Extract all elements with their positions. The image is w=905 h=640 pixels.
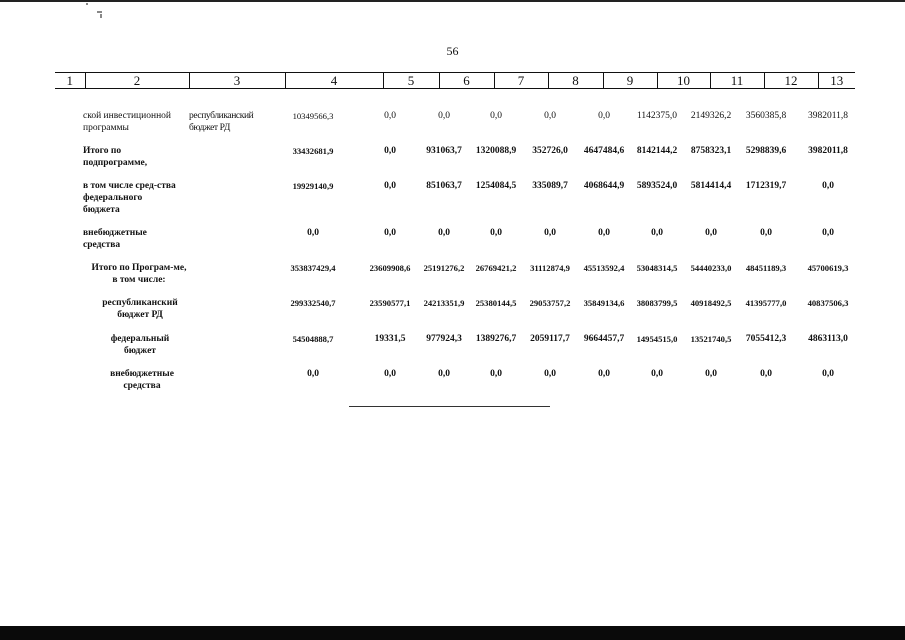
value-cell: 931063,7 [426,146,462,156]
value-cell: 0,0 [544,228,556,238]
value-cell: 26769421,2 [475,263,517,273]
value-cell: 54440233,0 [690,263,732,273]
value-cell: 0,0 [822,181,834,191]
row-label: внебюджетные средства [83,228,147,250]
value-cell: 3982011,8 [807,111,849,121]
column-header-13: 13 [818,73,855,89]
value-cell: 19929140,9 [292,181,334,191]
value-cell: 0,0 [760,228,772,238]
value-cell: 45700619,3 [807,263,849,273]
value-cell: 8142144,2 [636,146,678,156]
value-cell: 53048314,5 [636,263,678,273]
value-cell: 0,0 [307,228,319,238]
value-cell: 977924,3 [426,334,462,344]
value-cell: 0,0 [760,369,772,379]
value-cell: 4068644,9 [583,181,625,191]
value-cell: 0,0 [384,181,396,191]
row-label: Итого по подпрограмме, [83,146,148,168]
value-cell: 13521740,5 [690,334,732,344]
value-cell: 0,0 [822,228,834,238]
value-cell: 5814414,4 [690,181,732,191]
value-cell: 25380144,5 [475,298,517,308]
value-cell: 0,0 [598,369,610,379]
scan-speck [97,11,102,13]
value-cell: 38083799,5 [636,298,678,308]
value-cell: 0,0 [598,228,610,238]
value-cell: 25191276,2 [423,263,465,273]
value-cell: 1320088,9 [475,146,517,156]
value-cell: 0,0 [307,369,319,379]
value-cell: 4863113,0 [808,334,848,344]
column-header-6: 6 [439,73,494,89]
value-cell: 5298839,6 [745,146,787,156]
value-cell: 0,0 [598,111,610,121]
value-cell: 45513592,4 [583,263,625,273]
value-cell: 0,0 [438,228,450,238]
row-label: внебюджетные средства [110,369,174,391]
column-header-12: 12 [764,73,818,89]
value-cell: 3560385,8 [745,111,787,121]
column-header-9: 9 [603,73,657,89]
value-cell: 4647484,6 [583,146,625,156]
value-cell: 35849134,6 [583,298,625,308]
row-label: Итого по Програм-ме, в том числе: [91,263,187,285]
column-header-7: 7 [494,73,548,89]
scan-speck [100,14,102,18]
value-cell: 0,0 [438,111,450,121]
value-cell: 3982011,8 [808,146,848,156]
value-cell: 0,0 [544,111,556,121]
value-cell: 0,0 [490,111,502,121]
end-of-table-rule [349,406,550,407]
value-cell: 0,0 [438,369,450,379]
value-cell: 40837506,3 [807,298,849,308]
value-cell: 0,0 [651,228,663,238]
value-cell: 41395777,0 [745,298,787,308]
value-cell: 1254084,5 [475,181,517,191]
value-cell: 0,0 [384,111,396,121]
value-cell: 0,0 [384,228,396,238]
value-cell: 54504888,7 [292,334,334,344]
value-cell: 1712319,7 [745,181,787,191]
value-cell: 1142375,0 [636,111,678,121]
value-cell: 7055412,3 [745,334,787,344]
row-funding-source: республиканский бюджет РД [189,111,254,133]
value-cell: 24213351,9 [423,298,465,308]
row-label: республиканский бюджет РД [102,298,178,320]
row-label: в том числе сред-ства федерального бюджета [83,181,176,215]
value-cell: 10349566,3 [292,111,334,121]
value-cell: 33432681,9 [292,146,334,156]
value-cell: 2059117,7 [530,334,570,344]
value-cell: 851063,7 [426,181,462,191]
value-cell: 19331,5 [374,334,406,344]
column-header-3: 3 [189,73,285,89]
scan-bottom-edge [0,626,905,640]
value-cell: 8758323,1 [690,146,732,156]
value-cell: 0,0 [705,369,717,379]
column-header-2: 2 [85,73,189,89]
value-cell: 353837429,4 [290,263,336,273]
row-label: ской инвестиционной программы [83,111,171,133]
value-cell: 0,0 [384,146,396,156]
value-cell: 29053757,2 [529,298,571,308]
value-cell: 23590577,1 [369,298,411,308]
value-cell: 0,0 [651,369,663,379]
value-cell: 0,0 [490,228,502,238]
column-header-11: 11 [710,73,764,89]
value-cell: 31112874,9 [530,263,570,273]
value-cell: 48451189,3 [745,263,787,273]
value-cell: 0,0 [490,369,502,379]
column-header-5: 5 [383,73,439,89]
column-header-10: 10 [657,73,710,89]
value-cell: 9664457,7 [583,334,625,344]
value-cell: 40918492,5 [690,298,732,308]
value-cell: 352726,0 [532,146,568,156]
value-cell: 0,0 [705,228,717,238]
value-cell: 335089,7 [532,181,568,191]
page-number: 56 [446,44,459,58]
column-header-1: 1 [55,73,85,89]
column-header-8: 8 [548,73,603,89]
value-cell: 14954515,0 [636,334,678,344]
value-cell: 2149326,2 [690,111,732,121]
column-header-4: 4 [285,73,383,89]
row-label: федеральный бюджет [110,334,170,356]
value-cell: 1389276,7 [475,334,517,344]
value-cell: 0,0 [384,369,396,379]
value-cell: 0,0 [822,369,834,379]
value-cell: 5893524,0 [636,181,678,191]
scan-speck [86,3,88,5]
value-cell: 0,0 [544,369,556,379]
value-cell: 299332540,7 [290,298,336,308]
value-cell: 23609908,6 [369,263,411,273]
